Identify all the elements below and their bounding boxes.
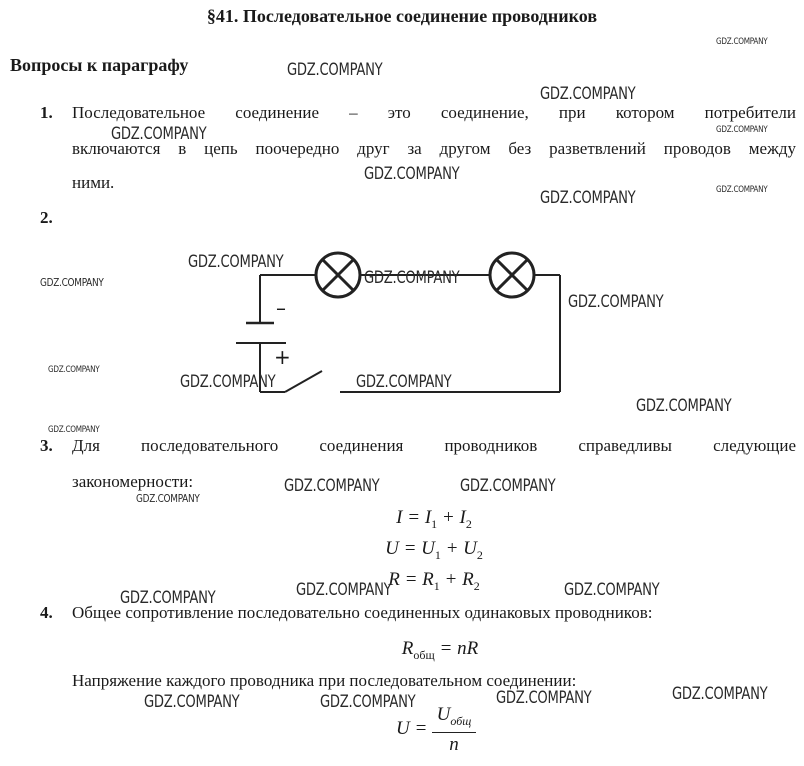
question-3-number: 3. xyxy=(40,436,53,455)
watermark-small: GDZ.COMPANY xyxy=(48,425,100,435)
watermark-small: GDZ.COMPANY xyxy=(716,125,768,135)
watermark: GDZ.COMPANY xyxy=(111,124,207,144)
watermark: GDZ.COMPANY xyxy=(540,84,636,104)
battery-plus-label: + xyxy=(274,345,291,369)
question-4-number: 4. xyxy=(40,603,53,622)
watermark: GDZ.COMPANY xyxy=(188,252,284,272)
watermark: GDZ.COMPANY xyxy=(120,588,216,608)
page-title: §41. Последовательное соединение проводников xyxy=(206,6,598,26)
watermark-small: GDZ.COMPANY xyxy=(716,37,768,47)
watermark-small: GDZ.COMPANY xyxy=(48,365,100,375)
switch-blade xyxy=(285,371,322,392)
watermark: GDZ.COMPANY xyxy=(460,476,556,496)
formula-current: $I = I_1 + I_2$ xyxy=(396,507,472,531)
watermark: GDZ.COMPANY xyxy=(564,580,660,600)
question-3-line-1: Для последовательного соединения проводников справедливы следующие xyxy=(72,436,796,455)
watermark: GDZ.COMPANY xyxy=(284,476,380,496)
watermark: GDZ.COMPANY xyxy=(180,372,276,392)
watermark: GDZ.COMPANY xyxy=(320,692,416,712)
question-4-line-1: Общее сопротивление последовательно соединенных одинаковых проводников: xyxy=(72,603,653,622)
lamp-2-icon xyxy=(490,253,534,297)
question-1-line-2: включаются в цепь поочередно друг за другом без разветвлений проводов между xyxy=(72,139,796,158)
formula-voltage-lhs: U = xyxy=(396,718,428,739)
watermark: GDZ.COMPANY xyxy=(144,692,240,712)
watermark: GDZ.COMPANY xyxy=(364,164,460,184)
watermark: GDZ.COMPANY xyxy=(672,684,768,704)
watermark: GDZ.COMPANY xyxy=(356,372,452,392)
fraction-bar xyxy=(432,732,476,733)
formula-voltage-numerator: $U_{общ}$ xyxy=(436,704,472,728)
watermark: GDZ.COMPANY xyxy=(540,188,636,208)
formula-voltage: $U = U_1 + U_2$ xyxy=(385,538,483,562)
watermark: GDZ.COMPANY xyxy=(364,268,460,288)
formula-voltage-denominator: n xyxy=(449,734,459,755)
question-1-line-1: Последовательное соединение – это соединение, при котором потребители xyxy=(72,103,796,122)
battery-minus-label: – xyxy=(276,296,286,320)
formula-resistance: $R = R_1 + R_2$ xyxy=(388,569,480,593)
question-3-line-2: закономерности: xyxy=(72,472,194,491)
watermark-small: GDZ.COMPANY xyxy=(136,492,200,505)
lamp-1-icon xyxy=(316,253,360,297)
formula-total-resistance: $R_{общ}$ = nR xyxy=(401,638,479,662)
watermark: GDZ.COMPANY xyxy=(496,688,592,708)
watermark: GDZ.COMPANY xyxy=(636,396,732,416)
watermark: GDZ.COMPANY xyxy=(568,292,664,312)
watermark-small: GDZ.COMPANY xyxy=(40,276,104,289)
watermark: GDZ.COMPANY xyxy=(296,580,392,600)
question-1-line-3: ними. xyxy=(72,173,115,192)
question-1-number: 1. xyxy=(40,103,53,122)
watermark: GDZ.COMPANY xyxy=(287,60,383,80)
section-heading: Вопросы к параграфу xyxy=(10,55,189,75)
question-2-number: 2. xyxy=(40,208,53,227)
watermark-small: GDZ.COMPANY xyxy=(716,185,768,195)
question-4-line-2: Напряжение каждого проводника при последовательном соединении: xyxy=(72,671,577,690)
